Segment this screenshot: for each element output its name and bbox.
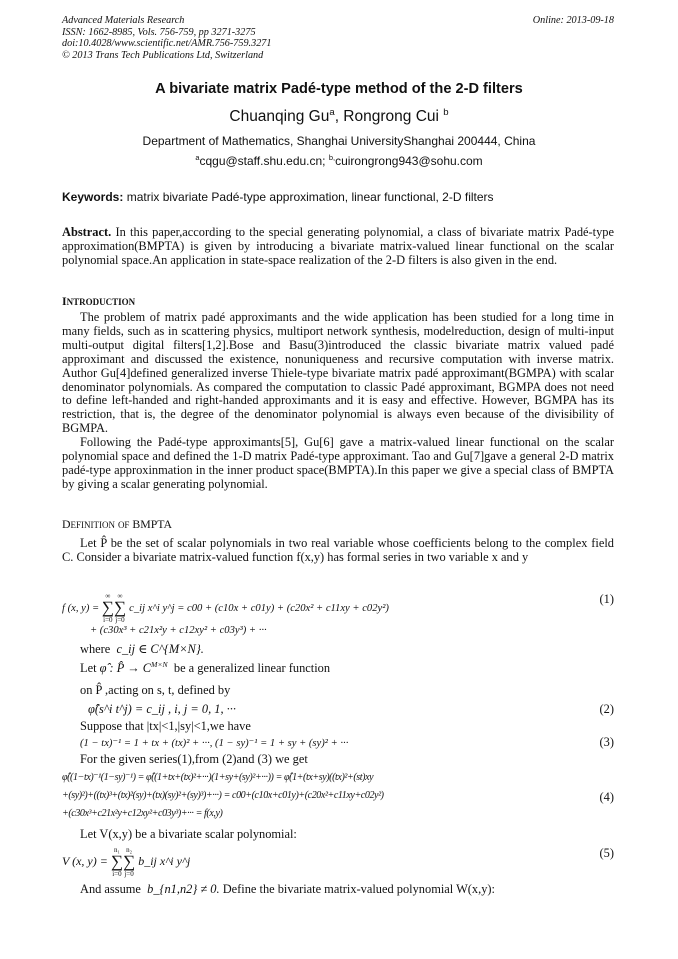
abstract-text: In this paper,according to the special generating polynomial, a class of bivariate matrix Padé-type approximation(BMPTA) is given by introducing a bivariate matrix-valued linear functional on the scalar polynomial space.An application in state-space realization of the 2-D filters is also given in the end. xyxy=(62,225,614,267)
introduction-heading: INTRODUCTION xyxy=(62,294,136,308)
equation-5: V (x, y) = n₁ ∑ i=0 n₂ ∑ j=0 b_ij x^i y^j (5) xyxy=(62,846,614,878)
author-2: Rongrong Cui xyxy=(339,108,439,125)
intro-paragraph-1: The problem of matrix padé approximants and the wide application has been studied for a long time in many fields, such as in scattering physics, multiport network synthesis, modelreduction, design of multi-input multi-output digital filters[1,2].Bose and Basu(3)introduced the classic bivariate matrix valued padé approximant and discussed the existence, nonuniqueness and recursive computation with inverse matrix. Author Gu[4]defined generalized inverse Thiele-type bivariate matrix padé approximant(BGMPA) with scalar denominator polynomials. As compared the computation to classic Padé approximant, BGMPA does not need to define left-handed and right-handed approximants and it is easy and effective. However, BGMPA has its restriction, that is, the degree of the denominator polynomial is always even because of the divisibility of BGMPA. xyxy=(62,310,614,436)
email-b-mark: b, xyxy=(328,153,336,162)
equation-number-5: (5) xyxy=(599,846,614,860)
email-line xyxy=(0,154,678,168)
definition-paragraph: Let P̂ be the set of scalar polynomials in two real variable whose coefficients belong to the complex field C. Consider a bivariate matrix-valued function f(x,y) has formal series in two variable x and y xyxy=(62,536,614,564)
equation-4: φ̂((1−tx)⁻¹(1−sy)⁻¹) = φ̂((1+tx+(tx)²+···)(1+sy+(sy)²+···)) = φ̂(1+(tx+sy)((tx)²+(st)xy xyxy=(62,772,374,783)
functional-definition: Let φ̂ : P̂ → $C^{M\times N}$ be a generalized linear function xyxy=(80,659,331,675)
equation-4-line-3: +(c30x³+c21x²y+c12xy²+c03y³)+··· = f(x,y) xyxy=(62,808,223,819)
copyright-line: © 2013 Trans Tech Publications Ltd, Switzerland xyxy=(62,49,264,61)
email-b[interactable]: cuirongrong943@sohu.com xyxy=(335,154,483,168)
email-a[interactable]: cqgu@staff.shu.edu.cn; xyxy=(199,154,326,168)
equation-3: (1 − tx)⁻¹ = 1 + tx + (tx)² + ···, (1 − sy)⁻¹ = 1 + sy + (sy)² + ··· (3) xyxy=(80,735,614,749)
affiliation: Department of Mathematics, Shanghai UniversityShanghai 200444, China xyxy=(142,134,536,148)
email-a-mark: a xyxy=(195,153,200,162)
author-list xyxy=(0,108,678,126)
online-date: Online: 2013-09-18 xyxy=(532,15,614,26)
intro-paragraph-2: Following the Padé-type approximants[5], Gu[6] gave a matrix-valued linear functional on the scalar polynomial space and defined the 1-D matrix Padé-type approximant. Tao and Gu[7]gave a general 2-D matrix padé-type approxinmation in the inner product space(BMPTA).In this paper we give a special class of BMPTA by giving a scalar generating polynomial. xyxy=(62,435,614,491)
equation-number-2: (2) xyxy=(599,702,614,716)
abstract xyxy=(62,226,614,268)
where-line: where c_ij ∈ C^{M×N}. xyxy=(80,642,204,656)
paper-title: A bivariate matrix Padé-type method of the 2-D filters xyxy=(155,81,523,97)
journal-name: Advanced Materials Research xyxy=(62,15,185,26)
author-1: Chuanqing Gu xyxy=(229,108,330,125)
suppose-line: Suppose that |tx|<1,|sy|<1,we have xyxy=(80,719,251,733)
introduction-body xyxy=(62,311,614,492)
abstract-label: Abstract. xyxy=(62,225,112,239)
author-1-mark: a xyxy=(329,106,335,118)
keywords-text: matrix bivariate Padé-type approximation, linear functional, 2-D filters xyxy=(123,190,494,204)
doi-line[interactable]: doi:10.4028/www.scientific.net/AMR.756-759.3271 xyxy=(62,38,272,50)
equation-number-3: (3) xyxy=(599,735,614,749)
running-header xyxy=(62,15,614,61)
author-2-mark: b xyxy=(443,106,449,118)
equation-number-4: (4) xyxy=(599,790,614,804)
equation-1-continuation: + (c30x³ + c21x²y + c12xy² + c03y³) + ··· xyxy=(90,625,267,636)
equation-4-line-2: +(sy)²)+((tx)³+(tx)²(sy)+(tx)(sy)²+(sy)³)+···) = c00+(c10x+c01y)+(c20x²+c11xy+c02y²) (4) xyxy=(62,790,614,804)
assume-line: And assume b_{n1,n2} ≠ 0. Define the bivariate matrix-valued polynomial W(x,y): xyxy=(80,882,495,896)
issn-line: ISSN: 1662-8985, Vols. 756-759, pp 3271-3275 xyxy=(62,26,256,38)
keywords xyxy=(62,190,614,204)
equation-number-1: (1) xyxy=(599,592,614,606)
author-separator: , xyxy=(334,108,339,125)
for-given-line: For the given series(1),from (2)and (3) we get xyxy=(80,752,308,766)
equation-1: f (x, y) = ∞ ∑ i=0 ∞ ∑ j=0 c_ij x^i y^j = c00 + (c10x + c01y) + (c20x² + c11xy + c02y²) (1) xyxy=(62,592,614,624)
let-v-line: Let V(x,y) be a bivariate scalar polynomial: xyxy=(80,827,297,841)
definition-heading: DEFINITION OF BMPTA xyxy=(62,517,173,531)
keywords-label: Keywords: xyxy=(62,190,124,204)
equation-2: φ̂(s^i t^j) = c_ij , i, j = 0, 1, ··· (2) xyxy=(88,702,614,716)
acting-on-line: on P̂ ,acting on s, t, defined by xyxy=(80,683,231,697)
